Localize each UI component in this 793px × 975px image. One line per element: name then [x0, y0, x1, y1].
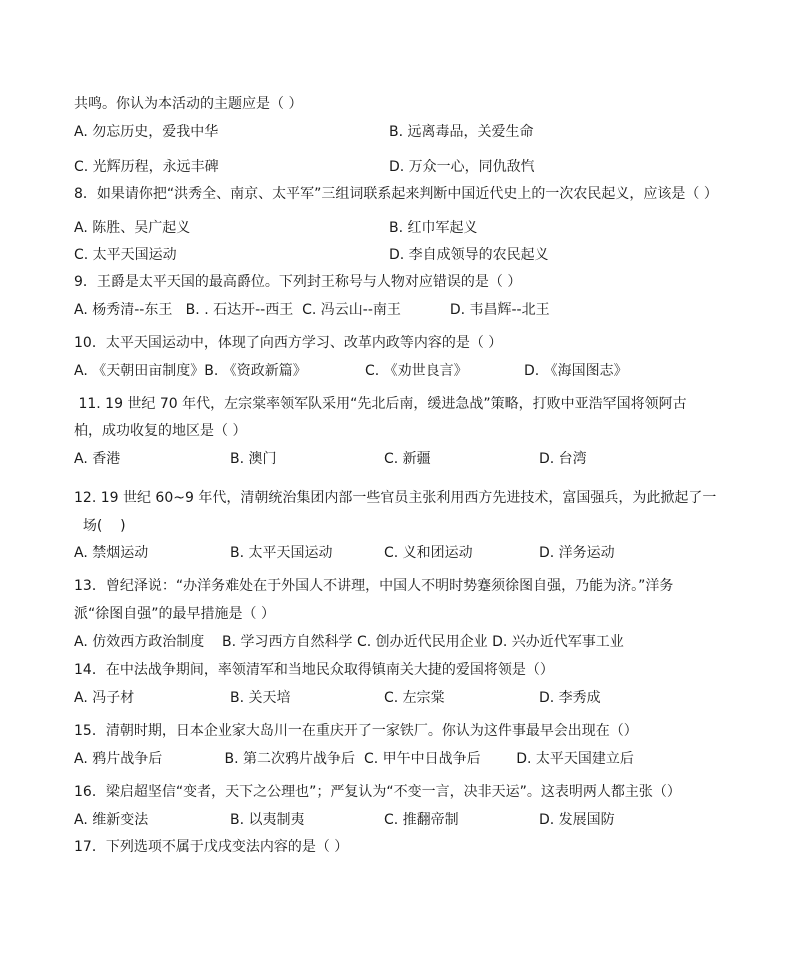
q16-option-d: D. 发展国防 — [539, 812, 615, 828]
q8-option-b: B. 红巾军起义 — [389, 220, 478, 236]
q13-options: A. 仿效西方政治制度 B. 学习西方自然科学 C. 创办近代民用企业 D. 兴办近代军事工业 — [74, 634, 624, 650]
q10-option-ab: A. 《天朝田亩制度》B. 《资政新篇》 — [74, 363, 307, 379]
question-10-stem: 10．太平天国运动中，体现了向西方学习、改革内政等内容的是（ ） — [74, 335, 503, 351]
q11-option-b: B. 澳门 — [230, 451, 277, 467]
q12-option-d: D. 洋务运动 — [539, 545, 615, 561]
q9-options: A. 杨秀清--东王 B. . 石达开--西王 C. 冯云山--南王 D. 韦昌辉--北王 — [74, 302, 550, 318]
question-12-stem-cont: 场( ) — [74, 518, 126, 534]
q16-option-b: B. 以夷制夷 — [230, 812, 305, 828]
q11-option-c: C. 新疆 — [384, 451, 431, 467]
q8-option-a: A. 陈胜、吴广起义 — [74, 220, 191, 236]
question-15-stem: 15．清朝时期，日本企业家大岛川一在重庆开了一家铁厂。你认为这件事最早会出现在（） — [74, 723, 638, 739]
question-13-stem: 13．曾纪泽说：“办洋务难处在于外国人不讲理，中国人不明时势蹇须徐图自强，乃能为济。”洋务 — [74, 578, 674, 594]
q16-option-c: C. 推翻帝制 — [384, 812, 459, 828]
q12-option-b: B. 太平天国运动 — [230, 545, 333, 561]
q7-option-b: B. 远离毒品，关爱生命 — [389, 124, 534, 140]
q11-option-a: A. 香港 — [74, 451, 121, 467]
q8-option-c: C. 太平天国运动 — [74, 247, 177, 263]
q7-option-c: C. 光辉历程，永远丰碑 — [74, 159, 219, 175]
question-7-stem-end: 共鸣。你认为本活动的主题应是（ ） — [74, 96, 303, 112]
q7-option-d: D. 万众一心，同仇敌忾 — [389, 159, 535, 175]
q7-option-a: A. 勿忘历史，爱我中华 — [74, 124, 219, 140]
question-12-stem: 12. 19 世纪 60~9 年代，清朝统治集团内部一些官员主张利用西方先进技术，富国强兵，为此掀起了一 — [74, 490, 717, 506]
question-11-stem: 11. 19 世纪 70 年代，左宗棠率领军队采用“先北后南，缓进急战”策略，打败中亚浩罕国将领阿古 — [74, 396, 687, 412]
q8-option-d: D. 李自成领导的农民起义 — [389, 247, 549, 263]
q14-option-d: D. 李秀成 — [539, 690, 601, 706]
q10-option-c: C. 《劝世良言》 — [365, 363, 468, 379]
question-13-stem-cont: 派“徐图自强”的最早措施是（ ） — [74, 606, 275, 622]
q14-option-b: B. 关天培 — [230, 690, 291, 706]
q16-option-a: A. 维新变法 — [74, 812, 149, 828]
q11-option-d: D. 台湾 — [539, 451, 587, 467]
question-8-stem: 8．如果请你把“洪秀全、南京、太平军”三组词联系起来判断中国近代史上的一次农民起义，应该是（ ） — [74, 186, 718, 202]
question-17-stem: 17．下列选项不属于戊戌变法内容的是（ ） — [74, 839, 349, 855]
question-14-stem: 14．在中法战争期间，率领清军和当地民众取得镇南关大捷的爱国将领是（） — [74, 662, 554, 678]
question-11-stem-cont: 柏，成功收复的地区是（ ） — [74, 423, 247, 439]
q12-option-c: C. 义和团运动 — [384, 545, 473, 561]
question-16-stem: 16．梁启超坚信“变者，天下之公理也”；严复认为“不变一言，决非天运”。这表明两人都主张（） — [74, 784, 681, 800]
question-9-stem: 9．王爵是太平天国的最高爵位。下列封王称号与人物对应错误的是（ ） — [74, 274, 522, 290]
q10-option-d: D. 《海国图志》 — [524, 363, 628, 379]
q12-option-a: A. 禁烟运动 — [74, 545, 149, 561]
q15-options: A. 鸦片战争后 B. 第二次鸦片战争后 C. 甲午中日战争后 D. 太平天国建立后 — [74, 751, 634, 767]
q14-option-a: A. 冯子材 — [74, 690, 135, 706]
q14-option-c: C. 左宗棠 — [384, 690, 445, 706]
